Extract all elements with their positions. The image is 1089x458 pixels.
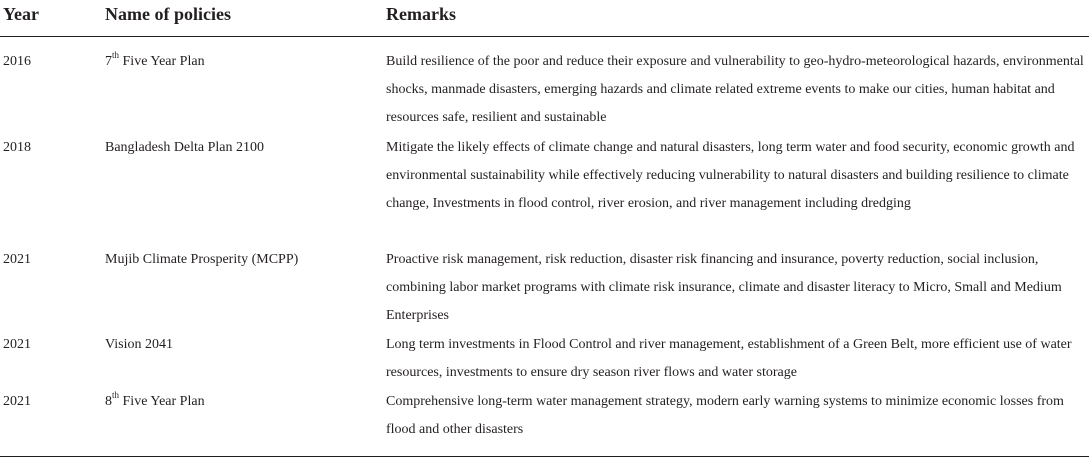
policy-name-text: Five Year Plan	[119, 394, 205, 409]
policy-name-number: 7	[105, 54, 112, 69]
policy-name-text: Five Year Plan	[119, 54, 205, 69]
cell-policy-name: Vision 2041	[105, 337, 173, 352]
header-remarks: Remarks	[386, 4, 456, 24]
cell-policy-name	[105, 48, 205, 76]
cell-year: 2016	[3, 54, 31, 69]
cell-remarks: Comprehensive long-term water management strategy, modern early warning systems to minimize economic losses from flood and other disasters	[386, 394, 1064, 437]
cell-year: 2018	[3, 140, 31, 155]
ordinal-suffix: th	[112, 50, 120, 61]
cell-remarks: Build resilience of the poor and reduce their exposure and vulnerability to geo-hydro-meteorological hazards, environmental shocks, manmade disasters, emerging hazards and climate related extreme events to make our cities, human habitat and resources safe, resilient and sustainable	[386, 54, 1084, 125]
bottom-rule	[0, 456, 1089, 457]
cell-policy-name: Bangladesh Delta Plan 2100	[105, 140, 265, 155]
table-header	[0, 0, 1089, 46]
cell-remarks: Proactive risk management, risk reduction, disaster risk financing and insurance, poverty reduction, social inclusion, combining labor market programs with climate risk insurance, climate and disaster literacy to Micro, Small and Medium Enterprises	[386, 252, 1062, 323]
cell-policy-name	[105, 388, 205, 416]
cell-year: 2021	[3, 252, 31, 267]
cell-year: 2021	[3, 337, 31, 352]
cell-policy-name: Mujib Climate Prosperity (MCPP)	[105, 252, 299, 267]
ordinal-suffix: th	[112, 390, 120, 401]
cell-remarks: Mitigate the likely effects of climate change and natural disasters, long term water and food security, economic growth and environmental sustainability while effectively reducing vulnerability to natural disasters and building resilience to climate change, Investments in flood control, river erosion, and river management including dredging	[386, 140, 1075, 211]
policy-name-number: 8	[105, 394, 112, 409]
header-name-of-policies: Name of policies	[105, 4, 231, 24]
cell-year: 2021	[3, 394, 31, 409]
cell-remarks: Long term investments in Flood Control and river management, establishment of a Green Belt, more efficient use of water resources, investments to ensure dry season river flows and water storage	[386, 337, 1072, 380]
header-year: Year	[3, 4, 39, 24]
header-rule	[0, 36, 1089, 37]
